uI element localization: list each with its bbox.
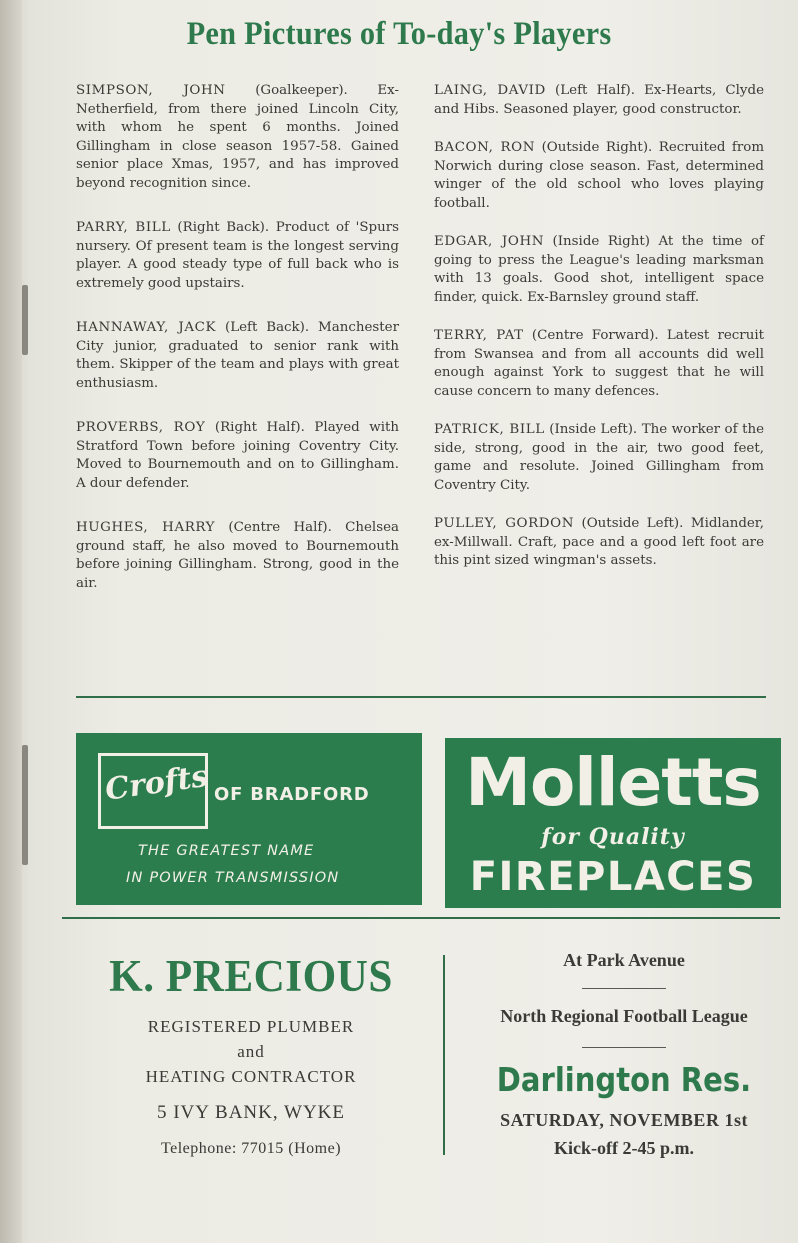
player-bio: (Centre Forward). Latest recruit from Swansea and from all accounts did well enough against York to suggest that he will cause concern to many defences.: [434, 328, 764, 399]
ad-column-divider: [443, 955, 445, 1155]
section-divider: [76, 696, 766, 698]
player-entry: [434, 82, 764, 119]
player-bio: (Right Half). Played with Stratford Town before joining Coventry City. Moved to Bournemouth and on to Gillingham. A dour defender.: [76, 420, 399, 491]
crofts-of-bradford: OF BRADFORD: [214, 784, 370, 805]
player-entry: [76, 82, 399, 193]
precious-line-1: REGISTERED PLUMBER: [147, 1017, 355, 1036]
player-entry: [76, 219, 399, 293]
match-short-rule: [582, 1047, 666, 1048]
crofts-tagline-1: THE GREATEST NAME: [138, 843, 315, 859]
precious-line-2: and: [237, 1042, 265, 1061]
player-bio: (Left Back). Manchester City junior, graduated to senior rank with them. Skipper of the team and plays with great enthusiasm.: [76, 320, 399, 391]
player-entry: [76, 419, 399, 493]
player-name: PULLEY, GORDON: [434, 516, 575, 531]
player-name: PATRICK, BILL: [434, 422, 545, 437]
staple-top: [22, 285, 28, 355]
player-bio: (Inside Right) At the time of going to press the League's leading marksman with 13 goals. Good shot, intelligent space finder, quick. Ex-Barnsley ground staff.: [434, 234, 764, 305]
player-bio: (Centre Half). Chelsea ground staff, he also moved to Bournemouth before joining Gillingham. Strong, good in the air.: [76, 520, 399, 591]
match-short-rule: [582, 988, 666, 989]
players-column-right: [434, 82, 764, 571]
player-bio: (Outside Left). Midlander, ex-Millwall. Craft, pace and a good left foot are this pint sized wingman's assets.: [434, 516, 764, 568]
player-entry: [434, 421, 764, 495]
molletts-for-quality: for Quality: [541, 824, 685, 850]
crofts-logo: [98, 753, 211, 829]
molletts-advert: [445, 738, 781, 908]
match-league: North Regional Football League: [500, 1006, 748, 1026]
player-entry: [76, 519, 399, 593]
crofts-tagline-2: IN POWER TRANSMISSION: [126, 870, 340, 886]
player-entry: [434, 515, 764, 571]
match-venue: At Park Avenue: [563, 950, 685, 970]
player-name: LAING, DAVID: [434, 83, 546, 98]
molletts-name: Molletts: [465, 744, 761, 821]
player-bio: (Inside Left). The worker of the side, strong, good in the air, two good feet, game and resolute. Joined Gillingham from Coventry City.: [434, 422, 765, 493]
player-name: HANNAWAY, JACK: [76, 320, 217, 335]
match-opponent: Darlington Res.: [496, 1060, 752, 1099]
page-spine: [0, 0, 22, 1243]
match-date: SATURDAY, NOVEMBER 1st: [500, 1110, 748, 1130]
player-entry: [434, 139, 764, 213]
player-bio: (Goalkeeper). Ex-Netherfield, from there joined Lincoln City, with whom he spent 6 months. Joined Gillingham in close season 1957-58. Gained senior place Xmas, 1957, and has improved beyond recognition since.: [76, 83, 400, 191]
precious-address: 5 IVY BANK, WYKE: [156, 1102, 346, 1123]
player-name: SIMPSON, JOHN: [76, 83, 226, 98]
precious-name: K. PRECIOUS: [109, 951, 393, 1001]
player-name: EDGAR, JOHN: [434, 234, 545, 249]
player-name: TERRY, PAT: [434, 328, 524, 343]
player-bio: (Outside Right). Recruited from Norwich during close season. Fast, determined winger of the old school who loves playing football.: [434, 140, 765, 211]
page-title: Pen Pictures of To-day's Players: [186, 16, 612, 52]
molletts-fireplaces: FIREPLACES: [469, 854, 757, 900]
player-name: BACON, RON: [434, 140, 536, 155]
players-column-left: [76, 82, 399, 619]
player-name: HUGHES, HARRY: [76, 520, 216, 535]
player-name: PROVERBS, ROY: [76, 420, 206, 435]
crofts-logo-text: Crofts: [103, 758, 211, 808]
staple-bottom: [22, 745, 28, 865]
section-divider-lower: [62, 917, 780, 919]
match-kickoff: Kick-off 2-45 p.m.: [554, 1138, 694, 1158]
player-entry: [434, 327, 764, 401]
player-entry: [434, 233, 764, 307]
precious-telephone: Telephone: 77015 (Home): [160, 1140, 342, 1157]
player-bio: (Left Half). Ex-Hearts, Clyde and Hibs. Seasoned player, good constructor.: [434, 83, 764, 117]
player-name: PARRY, BILL: [76, 220, 171, 235]
crofts-advert: [76, 733, 422, 905]
player-entry: [76, 319, 399, 393]
player-bio: (Right Back). Product of 'Spurs nursery. Of present team is the longest serving player. A good steady type of full back who is extremely good upstairs.: [76, 220, 399, 291]
precious-line-3: HEATING CONTRACTOR: [145, 1067, 357, 1086]
